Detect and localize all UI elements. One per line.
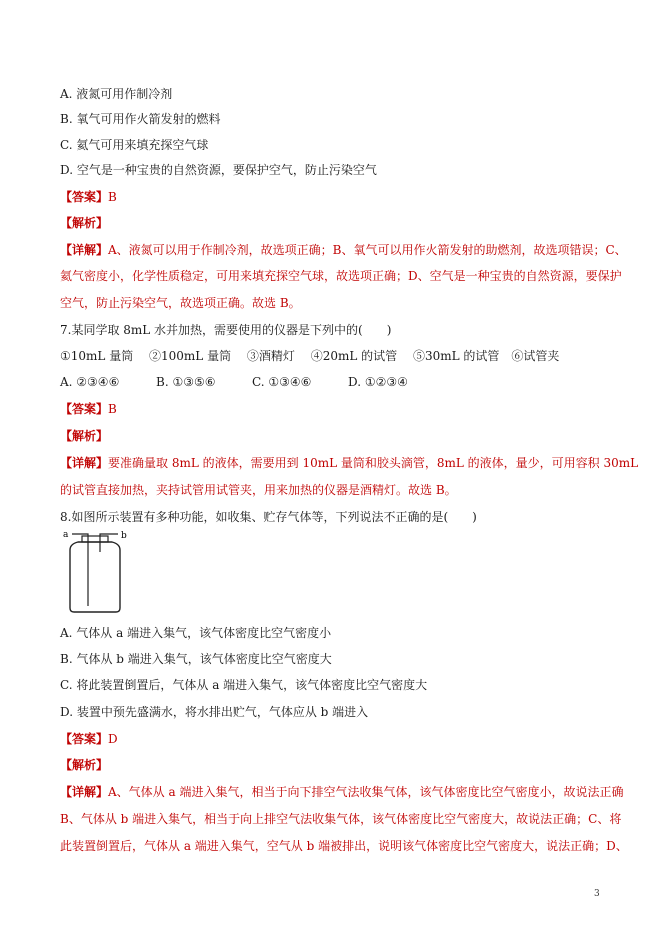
q8-detail-line-2: B、气体从 b 端进入集气，相当于向上排空气法收集气体，该气体密度比空气密度大，故说法正确；C、将 [60,812,622,826]
q6-detail-line-2: 氦气密度小，化学性质稳定，可用来填充探空气球，故选项正确；D、空气是一种宝贵的自然资源，要保护 [60,269,622,283]
q6-detail-line-3: 空气，防止污染空气，故选项正确。故选 B。 [60,296,301,310]
q8-option-d: D. 装置中预先盛满水，将水排出贮气，气体应从 b 端进入 [60,705,369,719]
label-a: a [63,530,69,540]
detail-label: 【详解】 [60,785,109,799]
detail-label: 【详解】 [60,243,109,257]
answer-label: 【答案】 [60,402,109,416]
q7-choices [60,374,408,390]
q7-instruments: ①10mL 量筒 ②100mL 量筒 ③酒精灯 ④20mL 的试管 ⑤30mL 的试管 ⑥试管夹 [60,349,560,363]
detail-text: A、气体从 a 端进入集气，相当于向下排空气法收集气体，该气体密度比空气密度小，故说法正确 [108,785,624,799]
q7-choice-b: B. ①③⑤⑥ [156,375,216,389]
q7-answer [60,401,117,417]
answer-value: B [108,190,117,204]
q6-answer [60,189,117,205]
q8-option-a: A. 气体从 a 端进入集气，该气体密度比空气密度小 [60,626,332,640]
answer-label: 【答案】 [60,732,109,746]
q6-option-c: C. 氦气可用来填充探空气球 [60,138,209,152]
label-b: b [121,531,127,541]
q7-detail-line-1 [60,455,638,471]
stopper-icon [82,536,108,542]
q6-option-a: A. 液氮可用作制冷剂 [60,87,173,101]
q7-analysis-label: 【解析】 [60,429,109,443]
q6-option-b: B. 氧气可用作火箭发射的燃料 [60,112,221,126]
q8-detail-line-3: 此装置倒置后，气体从 a 端进入集气，空气从 b 端被排出，说明该气体密度比空气密度大，说法正确；D、 [60,839,628,853]
page-number: 3 [594,889,600,899]
answer-value: B [108,402,117,416]
detail-text: A、液氮可以用于作制冷剂，故选项正确；B、氧气可以用作火箭发射的助燃剂，故选项错误；C、 [108,243,627,257]
q7-detail-line-2: 的试管直接加热，夹持试管用试管夹，用来加热的仪器是酒精灯。故选 B。 [60,483,457,497]
q6-analysis-label: 【解析】 [60,216,109,230]
q8-option-c: C. 将此装置倒置后，气体从 a 端进入集气，该气体密度比空气密度大 [60,678,428,692]
answer-value: D [108,732,118,746]
q7-choice-c: C. ①③④⑥ [252,375,312,389]
q8-detail-line-1 [60,784,623,800]
detail-label: 【详解】 [60,456,109,470]
q7-choice-d: D. ①②③④ [348,375,408,389]
q7-choice-a: A. ②③④⑥ [60,375,120,389]
detail-text: 要准确量取 8mL 的液体，需要用到 10mL 量筒和胶头滴管，8mL 的液体，量少，可用容积 30mL [108,456,639,470]
gas-bottle-diagram [60,530,140,615]
q6-detail-line-1 [60,242,627,258]
tube-a-icon [72,534,88,606]
q7-stem: 7.某同学取 8mL 水并加热，需要使用的仪器是下列中的( ) [60,323,392,337]
q6-option-d: D. 空气是一种宝贵的自然资源，要保护空气，防止污染空气 [60,163,377,177]
q8-answer [60,731,118,747]
q8-option-b: B. 气体从 b 端进入集气，该气体密度比空气密度大 [60,652,332,666]
q8-analysis-label: 【解析】 [60,758,109,772]
answer-label: 【答案】 [60,190,109,204]
q8-stem: 8.如图所示装置有多种功能，如收集、贮存气体等，下列说法不正确的是( ) [60,510,477,524]
bottle-icon [70,542,120,612]
